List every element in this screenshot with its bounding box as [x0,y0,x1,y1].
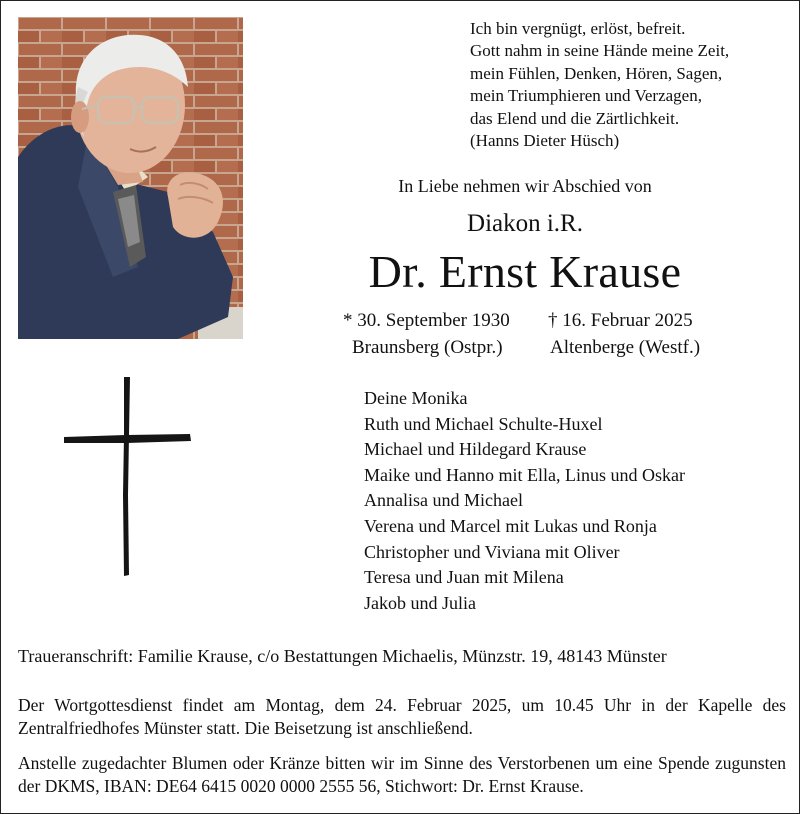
mourner-entry: Annalisa und Michael [364,490,523,511]
service-info: Der Wortgottesdienst findet am Montag, dem 24. Februar 2025, um 10.45 Uhr in der Kapelle des Zentralfriedhofes Münster statt. Die Beisetzung ist anschließend. [18,695,786,738]
poem-line: mein Triumphieren und Verzagen, [470,86,702,106]
poem-line: Gott nahm in seine Hände meine Zeit, [470,41,730,61]
mourner-entry: Deine Monika [364,388,468,408]
death-place: Altenberge (Westf.) [550,337,701,358]
mourner-entry: Christopher und Viviana mit Oliver [364,541,620,562]
poem-line: Ich bin vergnügt, erlöst, befreit. [470,19,686,38]
farewell-intro: In Liebe nehmen wir Abschied von [398,176,652,196]
mourner-entry: Teresa und Juan mit Milena [364,567,564,588]
death-date: † 16. Februar 2025 [548,310,693,331]
poem-author: (Hanns Dieter Hüsch) [470,131,620,151]
birth-info [343,307,510,361]
poem-line: mein Fühlen, Denken, Hören, Sagen, [470,63,723,83]
mourner-entry: Jakob und Julia [364,592,476,613]
donation-info: Anstelle zugedachter Blumen oder Kränze bitten wir im Sinne des Verstorbenen um eine Spende zugunsten der DKMS, IBAN: DE64 6415 0020 0000 2555 56, Stichwort: Dr. Ernst Krause. [18,753,786,796]
death-info [548,307,700,361]
deceased-name: Dr. Ernst Krause [368,246,682,297]
poem-line: das Elend und die Zärtlichkeit. [470,108,680,128]
cross-icon [62,375,194,584]
mourner-entry: Maike und Hanno mit Ella, Linus und Oskar [364,464,685,485]
mourners-list [364,386,685,616]
mourner-entry: Ruth und Michael Schulte-Huxel [364,413,603,434]
birth-date: * 30. September 1930 [343,310,510,331]
mourner-entry: Michael und Hildegard Krause [364,439,587,460]
portrait-photo [18,17,243,339]
poem [470,18,790,152]
mourner-entry: Verena und Marcel mit Lukas und Ronja [364,515,657,536]
mourning-address: Traueranschrift: Familie Krause, c/o Bestattungen Michaelis, Münzstr. 19, 48143 Münster [18,646,667,666]
deceased-title: Diakon i.R. [467,210,583,237]
birth-place: Braunsberg (Ostpr.) [352,337,503,358]
